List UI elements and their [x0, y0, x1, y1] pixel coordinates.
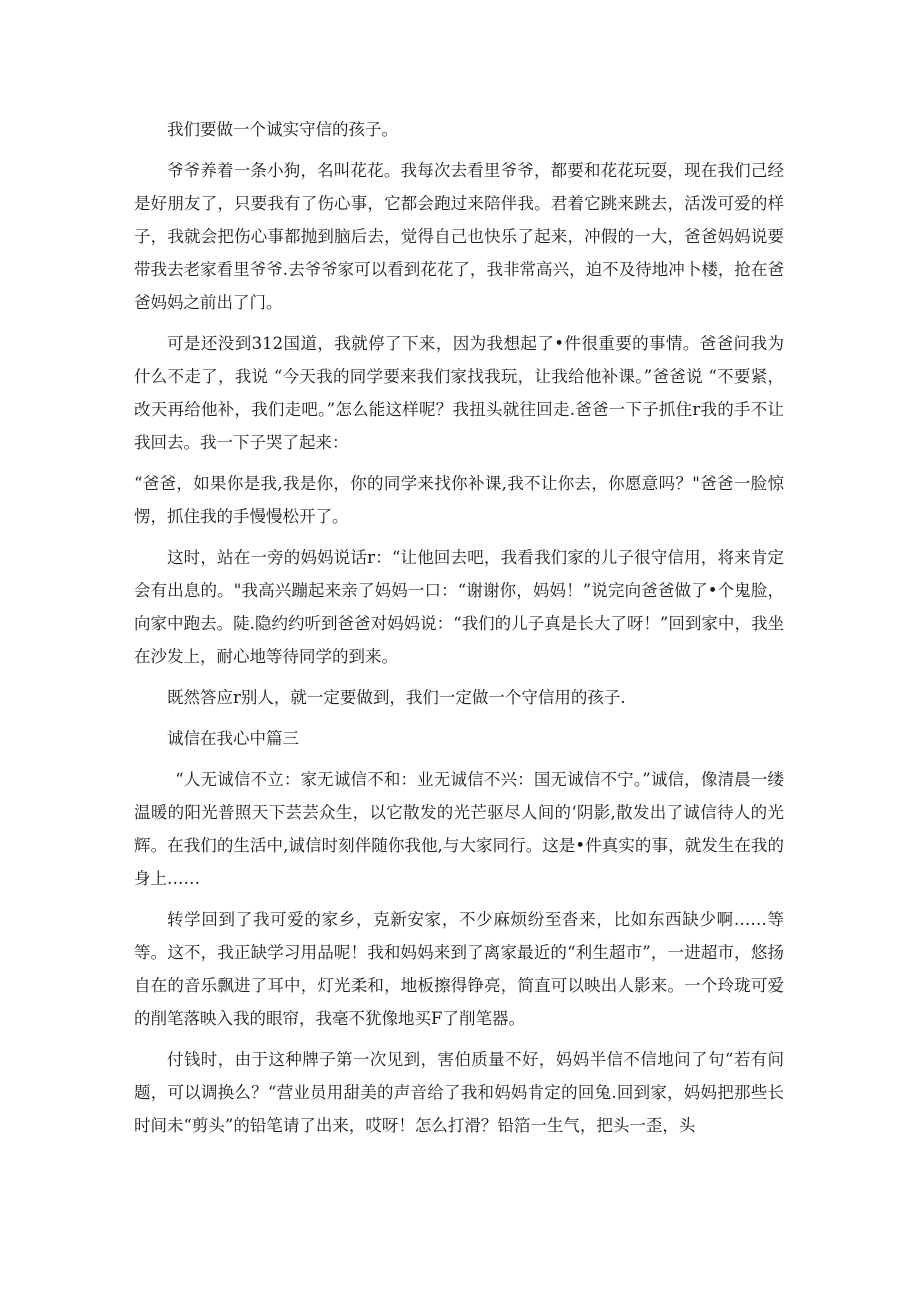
- paragraph-1: 我们要做一个诚实守信的孩子。: [167, 120, 398, 139]
- paragraph-6: 既然答应r别人，就一定要做到，我们一定做一个守信用的孩子.: [167, 688, 626, 707]
- paragraph-2: 爷爷养着一条小狗，名叫花花。我每次去看里爷爷，都要和花花玩耍，现在我们己经是好朋友了，只要我有了伤心事，它都会跑过来陪伴我。君着它跳来跳去，活泼可爱的样子，我就会把伤心事都抛到脑后去，觉得自己也快乐了起来，冲假的一大，爸爸妈妈说要带我去老家看里爷爷.去爷爷家可以看到花花了，我非常高兴，迫不及待地冲卜楼，抢在爸爸妈妈之前出了门。: [134, 161, 784, 312]
- paragraph-7: “人无诚信不立：家无诚信不和：业无诚信不兴：国无诚信不宁。”诚信，像清晨一缕温暖的阳光普照天下芸芸众生，以它散发的光芒驱尽人间的‘阴影,散发出了诚信待人的光辉。在我们的生活中,诚信时刻伴随你我他,与大家同行。这是•件真实的事，就发生在我的身上……: [134, 770, 784, 888]
- section-heading: 诚信在我心中篇三: [167, 729, 299, 748]
- paragraph-3: 可是还没到312国道，我就停了下来，因为我想起了•件很重要的事情。爸爸问我为什么不走了，我说 “今天我的同学要来我们家找我玩，让我给他补课。”爸爸说 “不要紧，改天再给他补，我们走吧。”怎么能这样呢？我扭头就往回走.爸爸一下子抓住r我的手不让我回去。我一下子哭了起来：: [134, 334, 784, 452]
- document-body: [134, 113, 784, 1150]
- paragraph-9: 付钱时，由于这种牌子第一次见到，害伯质量不好，妈妈半信不信地问了句“若有问题，可以调换么？“营业员用甜美的声音给了我和妈妈肯定的回兔.回到家，妈妈把那些长时间未“剪头”的铅笔请了出来，哎呀！怎么打滑？铅箔一生气，把头一歪，头: [134, 1050, 784, 1135]
- paragraph-4: “爸爸，如果你是我,我是你，你的同学来找你补课,我不让你去，你愿意吗？"爸爸一脸惊愣，抓住我的手慢慢松开了。: [134, 474, 784, 526]
- paragraph-5: 这时，站在一旁的妈妈说话r：“让他回去吧，我看我们家的儿子很守信用，将来肯定会有出息的。"我高兴蹦起来亲了妈妈一口：“谢谢你，妈妈！”说完向爸爸做了•个鬼脸，向家中跑去。陡.隐约约听到爸爸对妈妈说：“我们的儿子真是长大了呀！”回到家中，我坐在沙发上，耐心地等待同学的到来。: [134, 548, 784, 666]
- paragraph-8: 转学回到了我可爱的家乡，克新安家，不少麻烦纷至沓来，比如东西缺少啊……等等。这不，我正缺学习用品呢！我和妈妈来到了离家最近的“利生超市”，一进超市，悠扬自在的音乐飘进了耳中，灯光柔和，地板擦得铮亮，简直可以映出人影来。一个玲珑可爱的削笔落映入我的眼帘，我毫不犹像地买F了削笔器。: [134, 910, 784, 1028]
